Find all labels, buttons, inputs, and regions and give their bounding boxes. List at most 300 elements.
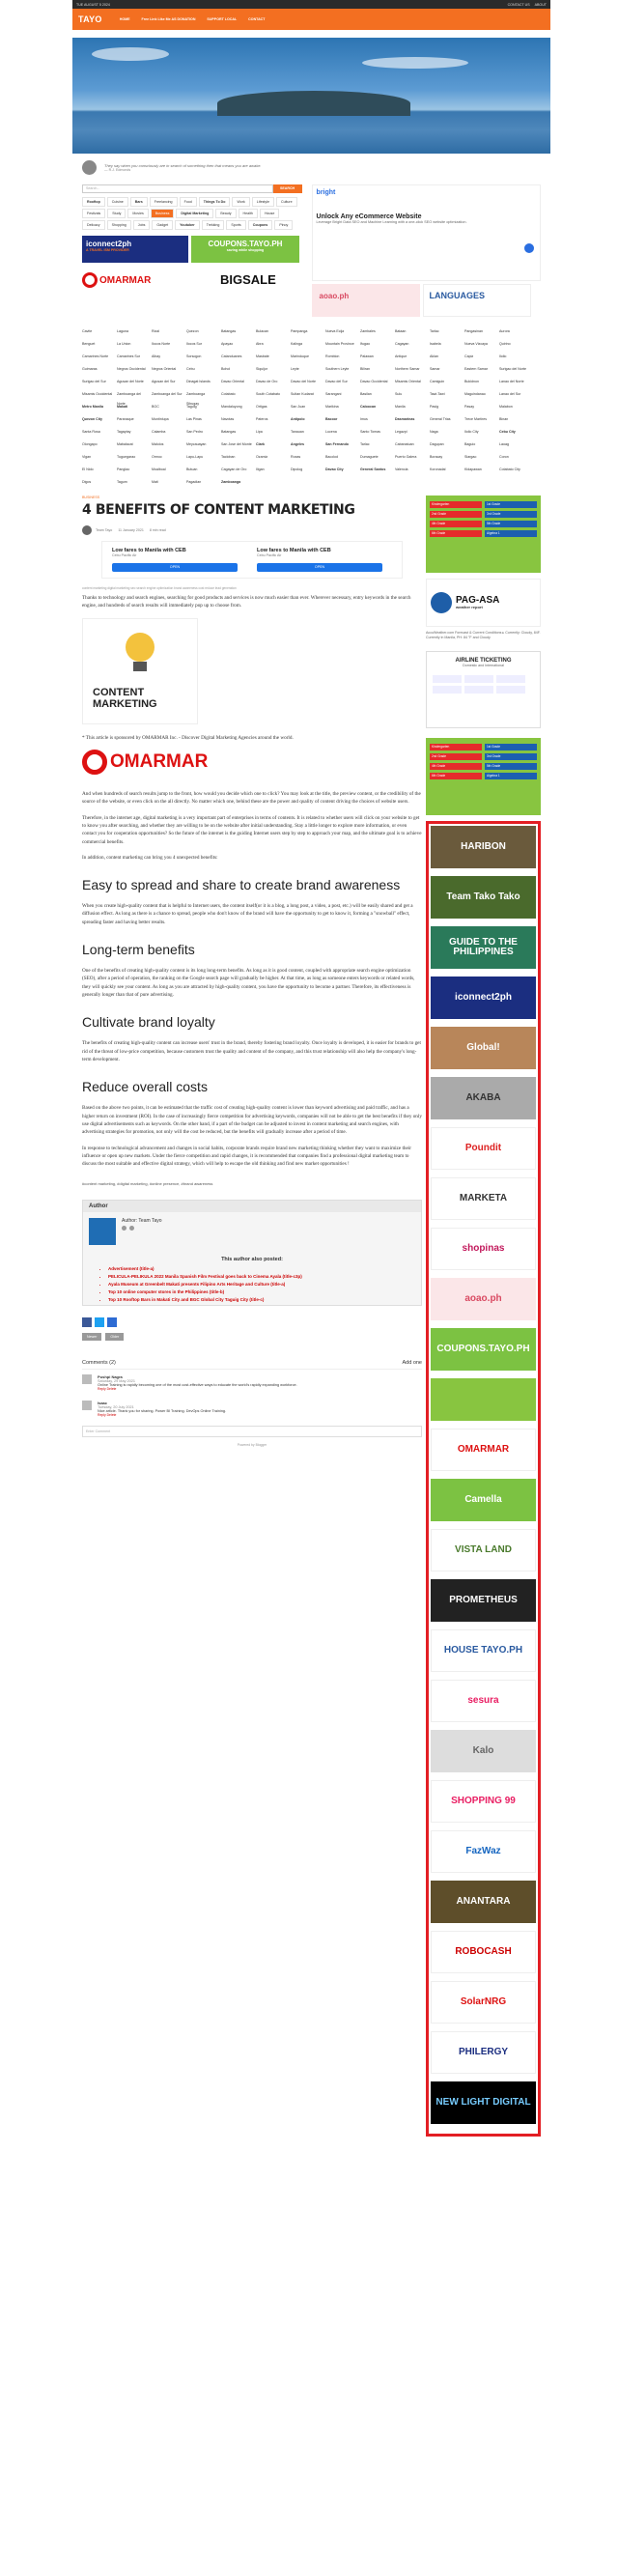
- city-link[interactable]: Palawan: [360, 354, 374, 358]
- sidebar-ad[interactable]: iconnect2ph: [431, 977, 536, 1019]
- city-link[interactable]: Biliran: [360, 367, 370, 371]
- city-link[interactable]: Camiguin: [430, 380, 445, 383]
- grade-button[interactable]: Algebra 1: [485, 530, 537, 537]
- sidebar-ad[interactable]: aoao.ph: [431, 1278, 536, 1320]
- bright-ad[interactable]: [312, 184, 541, 281]
- banner-row-2: [82, 267, 302, 294]
- city-link[interactable]: Legazpi: [395, 430, 407, 434]
- sidebar-ad[interactable]: SolarNRG: [431, 1981, 536, 2024]
- city-link[interactable]: Lucena: [325, 430, 337, 434]
- city-link[interactable]: Zamboanga del Sur: [152, 392, 183, 396]
- date-label: TUE AUGUST 5 2024: [76, 2, 110, 7]
- city-link[interactable]: Misamis Occidental: [82, 392, 113, 396]
- tag-link[interactable]: House: [260, 209, 279, 218]
- about-link[interactable]: ABOUT: [534, 2, 547, 7]
- sidebar-ad[interactable]: COUPONS.TAYO.PH: [431, 1328, 536, 1371]
- city-link[interactable]: Zamboanga del Norte: [117, 392, 141, 406]
- city-link[interactable]: Cotabato City: [499, 467, 520, 471]
- author-posts-title: This author also posted:: [221, 1257, 283, 1263]
- airline-logo: [433, 675, 462, 683]
- tag-link[interactable]: Study: [107, 209, 126, 218]
- author-name[interactable]: Author: Team Tayo: [122, 1218, 162, 1225]
- nav-donation[interactable]: Free Link Like Me AS DONATION: [141, 17, 196, 21]
- comment-text: Online Training is rapidly becoming one of the most cost-effective ways to educate the world's rapidly expanding workforce.: [98, 1383, 297, 1388]
- city-link[interactable]: Marikina: [325, 405, 339, 409]
- sidebar-ad[interactable]: ANANTARA: [431, 1881, 536, 1923]
- tag-link[interactable]: Lifestyle: [252, 197, 274, 207]
- city-link[interactable]: Mountain Province: [325, 342, 354, 346]
- grade-button[interactable]: 1st Grade: [485, 744, 537, 750]
- grade-button[interactable]: Algebra 1: [485, 773, 537, 779]
- sidebar-ad[interactable]: [431, 1378, 536, 1421]
- facebook-icon[interactable]: [122, 1226, 126, 1231]
- city-link[interactable]: Zamboanga Sibugay: [186, 392, 206, 406]
- city-link[interactable]: Ormoc: [152, 455, 162, 459]
- tag-link[interactable]: Pinoy: [274, 220, 293, 230]
- city-link[interactable]: Siargao: [464, 455, 477, 459]
- city-link[interactable]: Caloocan: [360, 405, 377, 409]
- author-post-link[interactable]: • Top 10 online computer stores in the Philippines (title-b): [108, 1289, 421, 1294]
- city-link[interactable]: Santo Tomas: [360, 430, 380, 434]
- newer-button[interactable]: Newer: [82, 1333, 101, 1341]
- site-logo[interactable]: TAYO: [78, 14, 102, 24]
- city-link[interactable]: Puerto Galera: [395, 455, 417, 459]
- tag-link[interactable]: Delicacy: [82, 220, 105, 230]
- sidebar-ad[interactable]: Camella: [431, 1479, 536, 1521]
- city-link[interactable]: Surigao del Norte: [499, 367, 526, 371]
- city-link[interactable]: Mandaluyong: [221, 405, 242, 409]
- city-link[interactable]: Rizal: [152, 329, 159, 333]
- facebook-icon[interactable]: [82, 1317, 92, 1327]
- tag-link[interactable]: Digital Marketing: [176, 209, 213, 218]
- tag-link[interactable]: Business: [151, 209, 175, 218]
- sidebar-ad[interactable]: PHILERGY: [431, 2031, 536, 2074]
- add-comment-link[interactable]: Add one: [402, 1360, 422, 1367]
- content-area: [72, 495, 550, 2137]
- city-link[interactable]: Koronadal: [430, 467, 446, 471]
- arrow-right-icon[interactable]: [524, 243, 534, 253]
- powered-by[interactable]: Powered by Blogger: [237, 1443, 267, 1448]
- city-link[interactable]: Vigan: [82, 455, 92, 459]
- city-link[interactable]: Baguio: [464, 442, 476, 446]
- city-link[interactable]: Sulu: [395, 392, 403, 396]
- city-link[interactable]: Zamboanga: [221, 480, 241, 484]
- city-link[interactable]: Kalinga: [291, 342, 302, 346]
- grade-button[interactable]: 3rd Grade: [485, 753, 537, 760]
- content-marketing-image: [82, 618, 198, 724]
- city-link[interactable]: Dipolog: [291, 467, 303, 471]
- grade-button[interactable]: 6th Grade: [430, 530, 482, 537]
- sidebar-ad[interactable]: shopinas: [431, 1228, 536, 1270]
- city-link[interactable]: Batangas: [221, 430, 237, 434]
- city-link[interactable]: Cagayan de Oro: [221, 467, 247, 471]
- city-link[interactable]: Dasmarinas: [395, 417, 415, 421]
- nav-contact[interactable]: CONTACT: [248, 17, 266, 21]
- city-link[interactable]: Negros Oriental: [152, 367, 177, 371]
- city-link[interactable]: Negros Occidental: [117, 367, 146, 371]
- city-link[interactable]: Paranaque: [117, 417, 134, 421]
- city-link[interactable]: Trece Martires: [464, 417, 488, 421]
- city-link[interactable]: Cotabato: [221, 392, 236, 396]
- post-title: 4 BENEFITS OF CONTENT MARKETING: [82, 502, 355, 518]
- city-link[interactable]: Davao Occidental: [360, 380, 388, 383]
- city-link[interactable]: Catanduanes: [221, 354, 242, 358]
- airline-widget[interactable]: [426, 651, 541, 728]
- banner-row-3: [312, 284, 541, 317]
- post-author[interactable]: Team Tayo: [96, 528, 113, 532]
- city-link[interactable]: Clark: [256, 442, 265, 446]
- city-link[interactable]: Meycauayan: [186, 442, 207, 446]
- search-input[interactable]: Search...: [82, 184, 273, 193]
- tag-link[interactable]: Gadget: [152, 220, 173, 230]
- city-link[interactable]: Ilocos Norte: [152, 342, 171, 346]
- city-link[interactable]: Guimaras: [82, 367, 98, 371]
- ad-open-button[interactable]: OPEN: [112, 563, 238, 572]
- tag-link[interactable]: Coupons: [248, 220, 273, 230]
- city-link[interactable]: Cabanatuan: [395, 442, 414, 446]
- city-link[interactable]: Cavite: [82, 329, 93, 333]
- post-labels[interactable]: content marketing digital marketing seo search engine optimization brand awareness cost reduce lead generation: [82, 586, 237, 590]
- coupons-sub: saving while shopping: [226, 248, 265, 252]
- comment-input[interactable]: Enter Comment: [82, 1426, 422, 1437]
- city-link[interactable]: Tarlac: [430, 329, 439, 333]
- city-link[interactable]: Abra: [256, 342, 264, 346]
- city-link[interactable]: Davao del Sur: [325, 380, 348, 383]
- aoao-banner[interactable]: aoao.ph: [312, 284, 420, 317]
- grade-button[interactable]: 6th Grade: [430, 773, 482, 779]
- author-post-link[interactable]: • Ayala Museum at Greenbelt Makati presents Filipino Arts Heritage and Culture (title-a): [108, 1282, 421, 1287]
- city-link[interactable]: Olongapo: [82, 442, 98, 446]
- city-link[interactable]: Lipa: [256, 430, 263, 434]
- sidebar-ad[interactable]: NEW LIGHT DIGITAL: [431, 2081, 536, 2124]
- city-link[interactable]: General Trias: [430, 417, 451, 421]
- tag-link[interactable]: Bars: [130, 197, 148, 207]
- city-link[interactable]: Malolos: [152, 442, 164, 446]
- city-link[interactable]: Siquijor: [256, 367, 267, 371]
- city-link[interactable]: Metro Manila: [82, 405, 103, 409]
- comment-actions[interactable]: Reply Delete: [98, 1413, 117, 1418]
- ad-open-button[interactable]: OPEN: [257, 563, 382, 572]
- city-link[interactable]: Pagadian: [186, 480, 202, 484]
- city-link[interactable]: Pangasinan: [464, 329, 483, 333]
- grade-button[interactable]: 3rd Grade: [485, 511, 537, 518]
- city-link[interactable]: Aurora: [499, 329, 510, 333]
- city-link[interactable]: Roxas: [291, 455, 301, 459]
- paragraph: Thanks to technology and search engines, searching for good products and services is now much easier than ever. Wherever necessary, entry keywords in the search engine, and hundreds of search results will immediately pop up to choose from.: [82, 595, 411, 609]
- city-link[interactable]: Manila: [395, 405, 406, 409]
- city-link[interactable]: Batangas: [221, 329, 237, 333]
- city-link[interactable]: Sarangani: [325, 392, 342, 396]
- grade-button[interactable]: Kindergarten: [430, 501, 482, 508]
- comment-actions[interactable]: Reply Delete: [98, 1387, 117, 1392]
- tag-link[interactable]: Work: [232, 197, 249, 207]
- tag-link[interactable]: Cuisine: [107, 197, 128, 207]
- sidebar-ad[interactable]: PROMETHEUS: [431, 1579, 536, 1622]
- iconnect-banner[interactable]: [82, 236, 188, 263]
- city-link[interactable]: Bataan: [395, 329, 407, 333]
- city-link[interactable]: Aklan: [430, 354, 438, 358]
- city-link[interactable]: Tanauan: [291, 430, 304, 434]
- grade-button[interactable]: 4th Grade: [430, 521, 482, 527]
- city-link[interactable]: Davao del Norte: [291, 380, 316, 383]
- sidebar-ad[interactable]: ROBOCASH: [431, 1931, 536, 1973]
- city-link[interactable]: Pateros: [256, 417, 268, 421]
- sidebar-ad[interactable]: Poundit: [431, 1127, 536, 1170]
- share-icon[interactable]: [107, 1317, 117, 1327]
- city-link[interactable]: Binan: [499, 417, 509, 421]
- sidebar-ad[interactable]: FazWaz: [431, 1830, 536, 1873]
- omarmar-banner[interactable]: [82, 267, 217, 294]
- author-posts: [83, 1257, 421, 1302]
- city-link[interactable]: Ozamiz: [256, 455, 268, 459]
- city-link[interactable]: La Union: [117, 342, 131, 346]
- globe-icon[interactable]: [129, 1226, 134, 1231]
- city-link[interactable]: Isabela: [430, 342, 441, 346]
- sidebar-ad[interactable]: Global!: [431, 1027, 536, 1069]
- city-link[interactable]: Cagayan: [395, 342, 409, 346]
- grades-ad[interactable]: [426, 738, 541, 815]
- tag-link[interactable]: Festivals: [82, 209, 105, 218]
- city-link[interactable]: Digos: [82, 480, 92, 484]
- city-link[interactable]: Leyte: [291, 367, 299, 371]
- nav-support-local[interactable]: SUPPORT LOCAL: [207, 17, 238, 21]
- grade-row: [430, 530, 537, 537]
- city-link[interactable]: Ilocos Sur: [186, 342, 202, 346]
- pagasa-logo: [431, 592, 452, 613]
- city-link[interactable]: Eastern Samar: [464, 367, 488, 371]
- city-link[interactable]: Surigao del Sur: [82, 380, 106, 383]
- sidebar-ad[interactable]: Kalo: [431, 1730, 536, 1772]
- city-link[interactable]: Panglao: [117, 467, 130, 471]
- city-link[interactable]: Romblon: [325, 354, 340, 358]
- city-link[interactable]: Mati: [152, 480, 158, 484]
- city-link[interactable]: General Santos: [360, 467, 386, 471]
- city-link[interactable]: Iloilo City: [464, 430, 479, 434]
- section-heading: Long-term benefits: [82, 942, 195, 958]
- ad-card[interactable]: [257, 548, 392, 572]
- grade-button[interactable]: 5th Grade: [485, 521, 537, 527]
- city-link[interactable]: Antipolo: [291, 417, 305, 421]
- city-link[interactable]: Ortigas: [256, 405, 267, 409]
- city-link[interactable]: San Pedro: [186, 430, 203, 434]
- city-link[interactable]: Quirino: [499, 342, 511, 346]
- city-link[interactable]: Iloilo: [499, 354, 507, 358]
- city-link[interactable]: El Nido: [82, 467, 94, 471]
- contact-link[interactable]: CONTACT US: [507, 2, 530, 7]
- city-link[interactable]: Pasay: [464, 405, 474, 409]
- tag-link[interactable]: Culture: [276, 197, 297, 207]
- city-link[interactable]: Cebu City: [499, 430, 516, 434]
- grade-button[interactable]: 2nd Grade: [430, 753, 482, 760]
- sidebar-ad[interactable]: HOUSE TAYO.PH: [431, 1629, 536, 1672]
- city-link[interactable]: Tacloban: [221, 455, 236, 459]
- city-link[interactable]: Ifugao: [360, 342, 370, 346]
- city-link[interactable]: Mabalacat: [117, 442, 133, 446]
- city-link[interactable]: Butuan: [186, 467, 198, 471]
- city-link[interactable]: Bukidnon: [464, 380, 479, 383]
- city-link[interactable]: Masbate: [256, 354, 269, 358]
- pagasa-widget[interactable]: [426, 579, 541, 627]
- ad-card[interactable]: [112, 548, 247, 572]
- tag-link[interactable]: Trekking: [202, 220, 225, 230]
- city-link[interactable]: Antique: [395, 354, 407, 358]
- city-link[interactable]: Quezon City: [82, 417, 102, 421]
- city-link[interactable]: Davao Oriental: [221, 380, 244, 383]
- city-link[interactable]: Dinagat Islands: [186, 380, 211, 383]
- sidebar-ad[interactable]: Team Tako Tako: [431, 876, 536, 919]
- city-link[interactable]: Las Pinas: [186, 417, 202, 421]
- tag-link[interactable]: Youtuber: [175, 220, 200, 230]
- city-link[interactable]: Moalboal: [152, 467, 166, 471]
- tag-link[interactable]: Food: [180, 197, 197, 207]
- grade-button[interactable]: Kindergarten: [430, 744, 482, 750]
- city-link[interactable]: Benguet: [82, 342, 96, 346]
- tag-link[interactable]: Freelancing: [150, 197, 178, 207]
- city-link[interactable]: San Juan: [291, 405, 306, 409]
- city-link[interactable]: Camarines Norte: [82, 354, 109, 358]
- sidebar-ad[interactable]: AKABA: [431, 1077, 536, 1119]
- author-post-link[interactable]: • PELICULA-PELIKULA 2022 Manila Spanish Film Festival goes back to Cinema Ayala (title-c3p): [108, 1274, 421, 1279]
- section-heading: Cultivate brand loyalty: [82, 1014, 215, 1031]
- sidebar-ad[interactable]: SHOPPING 99: [431, 1780, 536, 1823]
- city-link[interactable]: Malabon: [499, 405, 513, 409]
- city-link[interactable]: Naga: [430, 430, 438, 434]
- city-link[interactable]: Laoag: [499, 442, 509, 446]
- grade-button[interactable]: 5th Grade: [485, 763, 537, 770]
- city-link[interactable]: Tawi-Tawi: [430, 392, 445, 396]
- commenter-name[interactable]: Pushpi Nagra: [98, 1374, 123, 1380]
- city-link[interactable]: Navotas: [221, 417, 235, 421]
- paragraph: In addition, content marketing can bring you 4 unexpected benefits:: [82, 854, 218, 861]
- city-link[interactable]: Maguindanao: [464, 392, 486, 396]
- city-link[interactable]: Lanao del Sur: [499, 392, 521, 396]
- city-link[interactable]: Calamba: [152, 430, 166, 434]
- older-button[interactable]: Older: [105, 1333, 124, 1341]
- tag-link[interactable]: Things To Do: [199, 197, 231, 207]
- city-link[interactable]: Bulacan: [256, 329, 268, 333]
- city-link[interactable]: Marinduque: [291, 354, 309, 358]
- city-link[interactable]: Southern Leyte: [325, 367, 350, 371]
- city-link[interactable]: Boracay: [430, 455, 443, 459]
- ad-title: Low fares to Manila with CEB: [257, 548, 331, 553]
- tag-link[interactable]: Sports: [226, 220, 245, 230]
- bigsale-banner[interactable]: BIGSALE: [220, 272, 276, 287]
- omarmar-logo[interactable]: [82, 750, 422, 775]
- city-link[interactable]: Capiz: [464, 354, 474, 358]
- city-link[interactable]: Laguna: [117, 329, 128, 333]
- city-link[interactable]: Angeles: [291, 442, 304, 446]
- search-button[interactable]: SEARCH: [273, 184, 302, 193]
- city-link[interactable]: Albay: [152, 354, 160, 358]
- breadcrumb[interactable]: BUSINESS: [82, 495, 100, 499]
- city-link[interactable]: Tagaytay: [117, 430, 131, 434]
- city-link[interactable]: Kidapawan: [464, 467, 482, 471]
- quote-text: They say when you consciously are in search of something then that means you are awake.: [104, 162, 262, 168]
- city-link[interactable]: Sorsogon: [186, 354, 202, 358]
- city-link[interactable]: Camarines Sur: [117, 354, 140, 358]
- city-link[interactable]: Iligan: [256, 467, 265, 471]
- city-link[interactable]: BGC: [152, 405, 159, 409]
- author-post-link[interactable]: • Advertisement (title-a): [108, 1266, 421, 1271]
- city-link[interactable]: Tuguegarao: [117, 455, 136, 459]
- city-link[interactable]: Santa Rosa: [82, 430, 100, 434]
- grade-button[interactable]: 4th Grade: [430, 763, 482, 770]
- city-link[interactable]: Pasig: [430, 405, 438, 409]
- city-link[interactable]: Tarlac: [360, 442, 370, 446]
- twitter-icon[interactable]: [95, 1317, 104, 1327]
- sidebar-ad[interactable]: GUIDE TO THE PHILIPPINES: [431, 926, 536, 969]
- tag-link[interactable]: Shopping: [107, 220, 131, 230]
- tag-link[interactable]: Rooftop: [82, 197, 105, 207]
- city-link[interactable]: San Fernando: [325, 442, 349, 446]
- city-link[interactable]: Zambales: [360, 329, 376, 333]
- sidebar-ad[interactable]: HARIBON: [431, 826, 536, 868]
- city-link[interactable]: Quezon: [186, 329, 199, 333]
- city-link[interactable]: Pampanga: [291, 329, 308, 333]
- tag-link[interactable]: Health: [239, 209, 258, 218]
- city-link[interactable]: South Cotabato: [256, 392, 280, 396]
- nav-home[interactable]: HOME: [119, 17, 130, 21]
- city-link[interactable]: Davao de Oro: [256, 380, 278, 383]
- city-link[interactable]: Northern Samar: [395, 367, 420, 371]
- airline-logo: [464, 675, 493, 683]
- city-link[interactable]: Bacolod: [325, 455, 338, 459]
- city-link[interactable]: Bohol: [221, 367, 231, 371]
- sidebar-ad[interactable]: OMARMAR: [431, 1429, 536, 1471]
- city-link[interactable]: Davao City: [325, 467, 344, 471]
- grade-button[interactable]: 1st Grade: [485, 501, 537, 508]
- city-link[interactable]: Cebu: [186, 367, 195, 371]
- city-link[interactable]: San Jose del Monte: [221, 442, 252, 446]
- city-link[interactable]: Dumaguete: [360, 455, 379, 459]
- city-link[interactable]: Agusan del Sur: [152, 380, 176, 383]
- city-link[interactable]: Coron: [499, 455, 509, 459]
- city-link[interactable]: Makati: [117, 405, 128, 409]
- city-link[interactable]: Agusan del Norte: [117, 380, 144, 383]
- grade-button[interactable]: 2nd Grade: [430, 511, 482, 518]
- sidebar-ad[interactable]: sesura: [431, 1680, 536, 1722]
- tag-link[interactable]: Beauty: [215, 209, 236, 218]
- city-link[interactable]: Tagum: [117, 480, 127, 484]
- commenter-name[interactable]: Isaac: [98, 1401, 108, 1406]
- tag-link[interactable]: Jobs: [133, 220, 151, 230]
- coupons-banner[interactable]: [191, 236, 299, 263]
- grades-ad[interactable]: [426, 495, 541, 573]
- city-link[interactable]: Sultan Kudarat: [291, 392, 314, 396]
- city-link[interactable]: Nueva Ecija: [325, 329, 345, 333]
- languages-banner[interactable]: LANGUAGES: [423, 284, 531, 317]
- weather-text: AccuWeather.com Forecast & Current Conditions ▸ Currently: Cloudy, 84F. Currently in Manila, PH: 84 °F and Cloudy: [426, 631, 541, 640]
- city-link[interactable]: Samar: [430, 367, 440, 371]
- city-link[interactable]: Muntinlupa: [152, 417, 169, 421]
- author-post-link[interactable]: • Top 10 Rooftop Bars in Makati City and BGC Global City Taguig City (title-c): [108, 1297, 421, 1302]
- city-link[interactable]: Apayao: [221, 342, 234, 346]
- city-link[interactable]: Imus: [360, 417, 368, 421]
- city-link[interactable]: Misamis Oriental: [395, 380, 421, 383]
- city-link[interactable]: Bacoor: [325, 417, 338, 421]
- city-link[interactable]: Dagupan: [430, 442, 444, 446]
- city-link[interactable]: Basilan: [360, 392, 372, 396]
- sidebar-ad[interactable]: MARKETA: [431, 1177, 536, 1220]
- left-widgets: [82, 184, 302, 317]
- city-link[interactable]: Lanao del Norte: [499, 380, 524, 383]
- city-link[interactable]: Taguig: [186, 405, 197, 409]
- city-link[interactable]: Nueva Vizcaya: [464, 342, 488, 346]
- city-link[interactable]: Lapu-Lapu: [186, 455, 204, 459]
- sidebar-ad[interactable]: VISTA LAND: [431, 1529, 536, 1571]
- tag-link[interactable]: Movies: [127, 209, 148, 218]
- city-link[interactable]: Valencia: [395, 467, 408, 471]
